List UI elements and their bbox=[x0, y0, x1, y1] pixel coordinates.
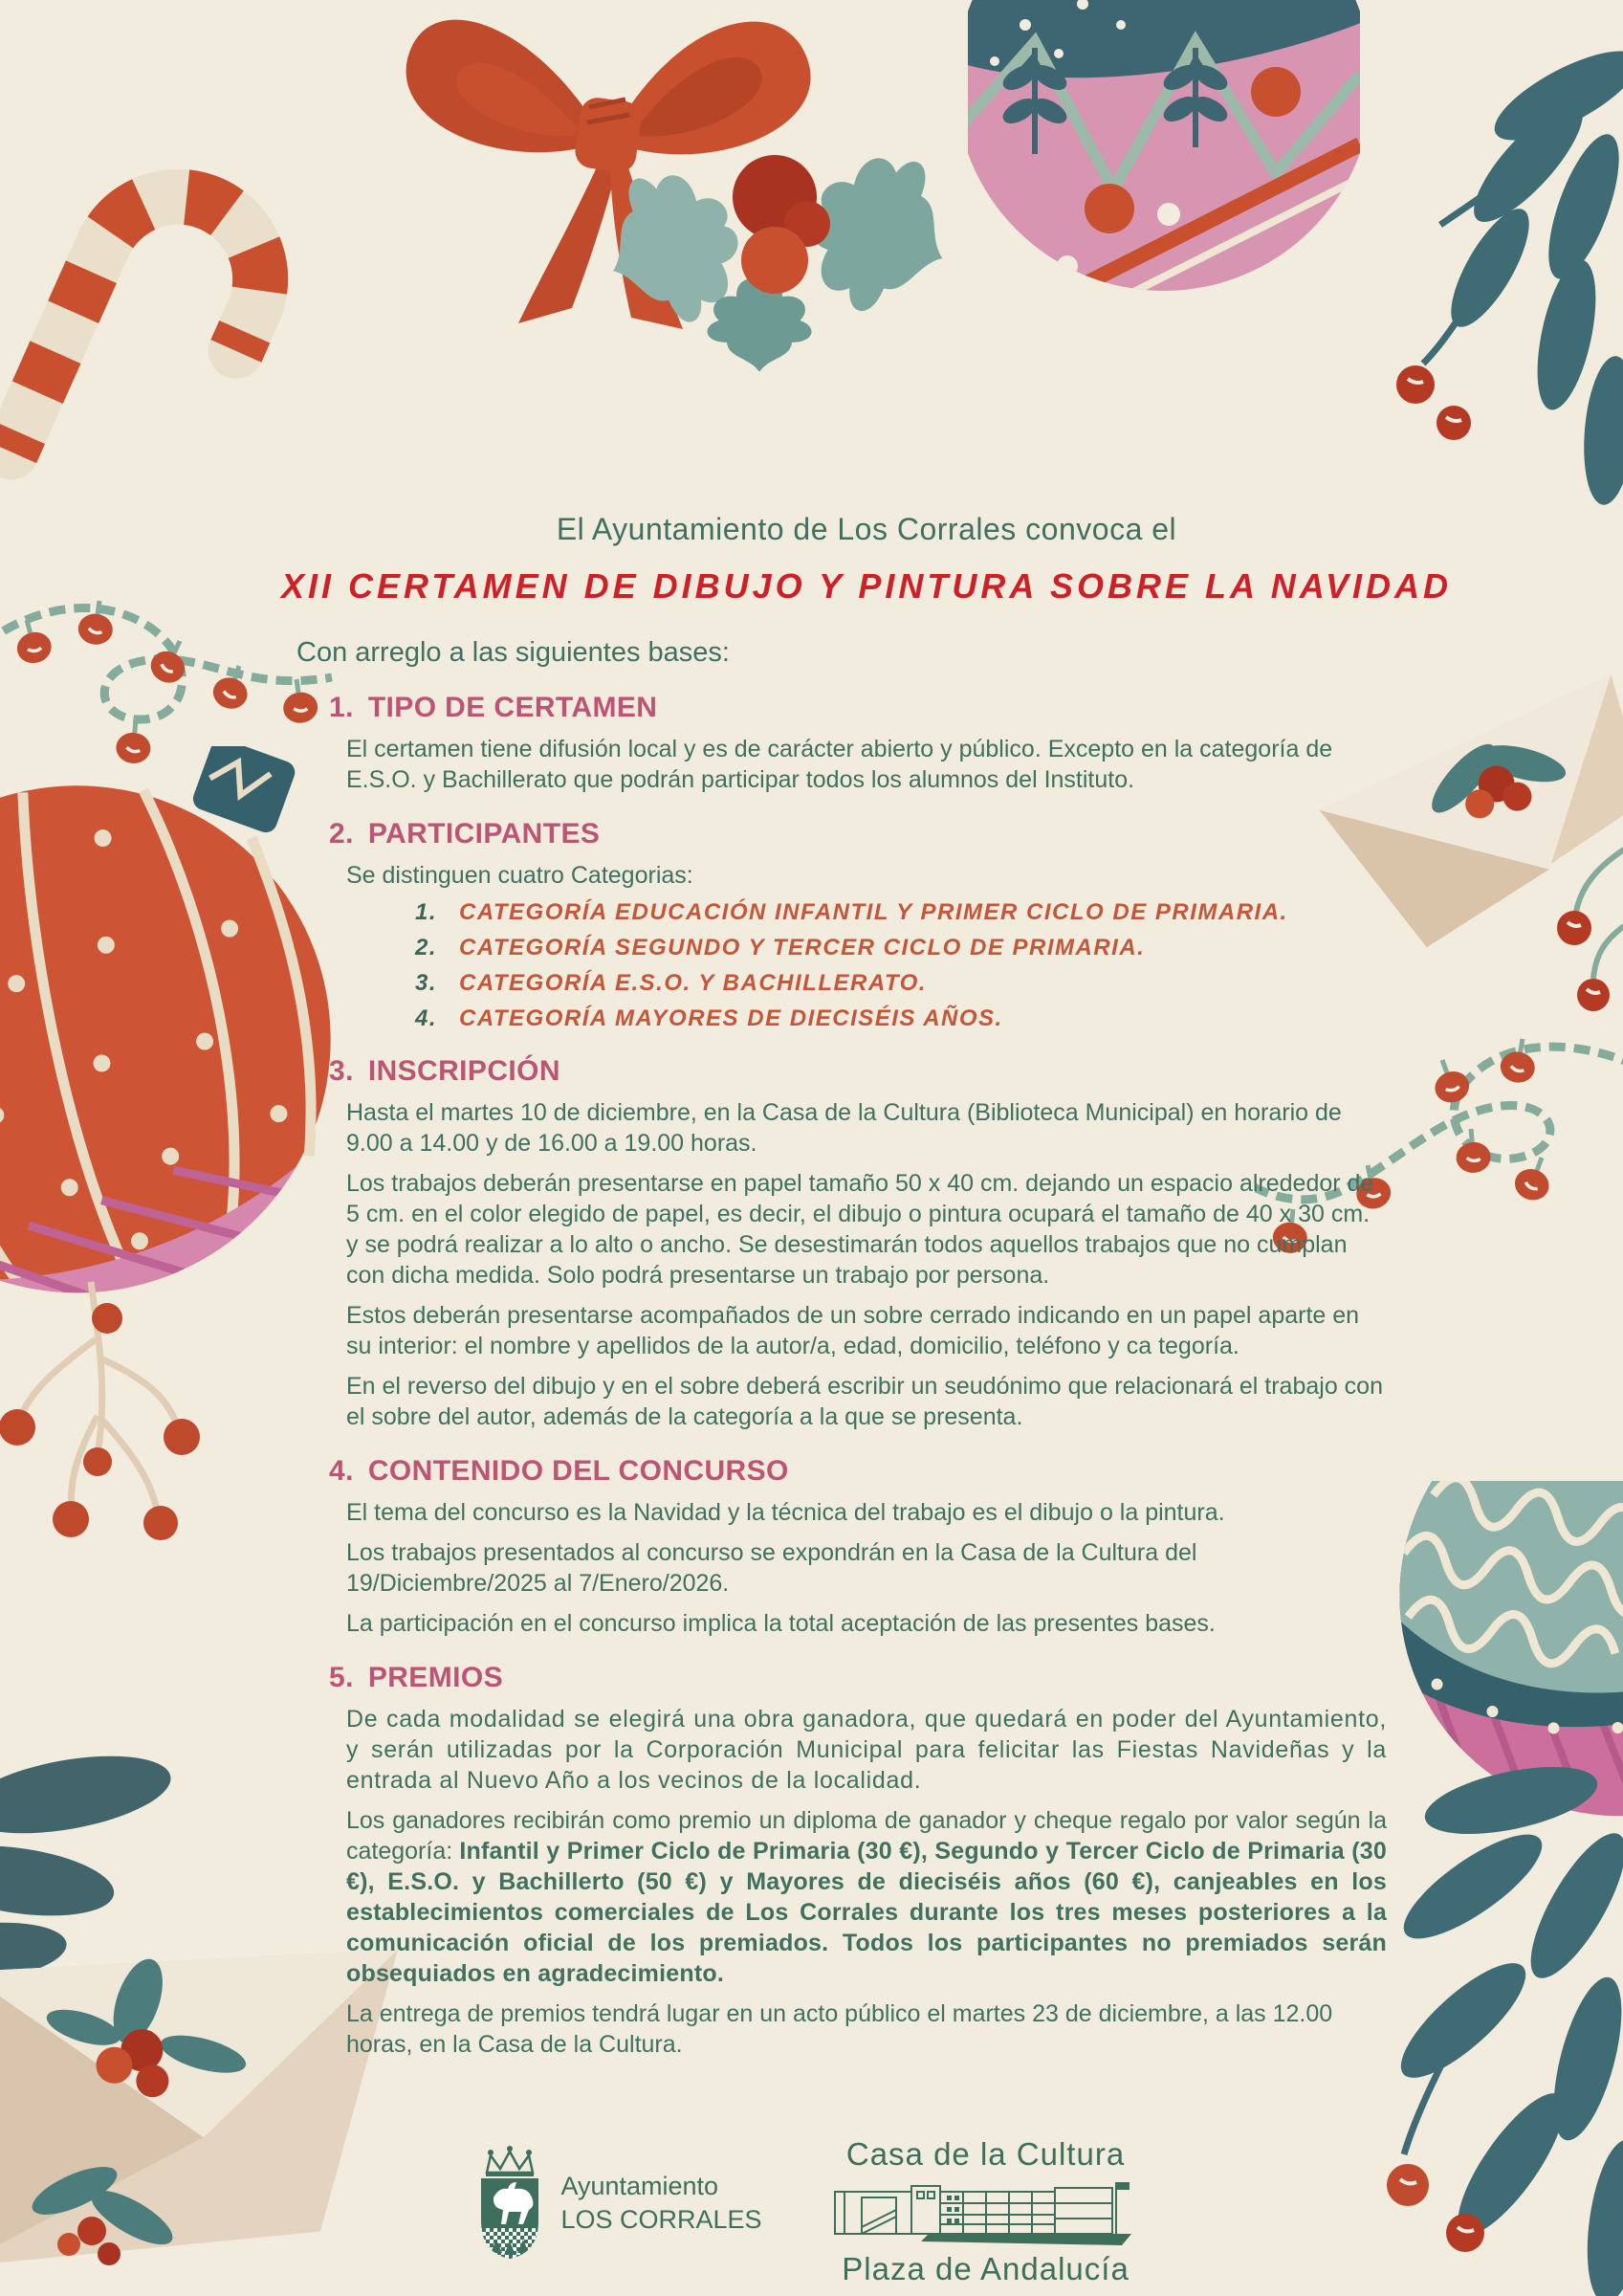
berry bbox=[1437, 406, 1471, 440]
casa-title: Casa de la Cultura bbox=[845, 2136, 1126, 2172]
section-title: PARTICIPANTES bbox=[367, 818, 601, 850]
category-list bbox=[346, 899, 1387, 1032]
paragraph: De cada modalidad se elegirá una obra ganadora, que quedará en poder del Ayuntamiento, y serán utilizadas por la Corporación Municipal para felicitar las Fiestas Navideñas y la entrada al Nuevo Año a los vecinos de la localidad. bbox=[346, 1706, 1387, 1794]
paragraph: Hasta el martes 10 de diciembre, en la Casa de la Cultura (Biblioteca Municipal) en horario de 9.00 a 14.00 y de 16.00 a 19.00 horas. bbox=[346, 1099, 1342, 1157]
plaza-label: Plaza de Andalucía bbox=[842, 2251, 1130, 2286]
section-inscripcion bbox=[329, 1055, 1387, 1432]
paragraph: El certamen tiene difusión local y es de carácter abierto y público. Excepto en la categoría de E.S.O. y Bachillerato que podrán participar todos los alumnos del Instituto. bbox=[346, 736, 1333, 793]
section-heading bbox=[329, 818, 1387, 850]
ayuntamiento-line1: Ayuntamiento bbox=[560, 2171, 719, 2200]
section-heading bbox=[329, 1662, 1387, 1694]
casa-cultura-building-icon bbox=[833, 2178, 1139, 2247]
paragraph: Estos deberán presentarse acompañados de un sobre cerrado indicando en un papel aparte en su interior: el nombre y apellidos de la autor/a, edad, domicilio, teléfono y ca tegoría. bbox=[346, 1302, 1360, 1359]
section-heading bbox=[329, 1055, 1387, 1088]
section-number: 5. bbox=[329, 1662, 354, 1693]
paragraph: Se distinguen cuatro Categorias: bbox=[346, 862, 693, 889]
section-title: CONTENIDO DEL CONCURSO bbox=[367, 1455, 789, 1487]
string-lights-left bbox=[0, 585, 337, 767]
orange-ornament-illustration bbox=[0, 746, 354, 1540]
poster-title: XII CERTAMEN DE DIBUJO Y PINTURA SOBRE LA NAVIDAD bbox=[280, 566, 1453, 606]
pink-ornament-illustration bbox=[968, 0, 1360, 312]
category-item bbox=[415, 899, 1387, 926]
section-premios bbox=[329, 1662, 1387, 2060]
paragraph: La entrega de premios tendrá lugar en un acto público el martes 23 de diciembre, a las 12.00 horas, en la Casa de la Cultura. bbox=[346, 2000, 1333, 2058]
category-text: CATEGORÍA SEGUNDO Y TERCER CICLO DE PRIMARIA. bbox=[459, 935, 1146, 960]
paragraph: El tema del concurso es la Navidad y la técnica del trabajo es el dibujo o la pintura. bbox=[346, 1499, 1225, 1526]
candy-cane-illustration bbox=[0, 67, 395, 588]
paragraph: Los trabajos deberán presentarse en papel tamaño 50 x 40 cm. dejando un espacio alrededor de 5 cm. en el color elegido de papel, es decir, el dibujo o pintura ocupará el tamaño de 40 x 30 cm. y se podrá realizar a lo alto o ancho. Se desestimarán todos aquellos trabajos que no cumplan con dicha medida. Solo podrá presentarse un trabajo por persona. bbox=[346, 1170, 1374, 1289]
holly-berry bbox=[741, 227, 808, 294]
category-text: CATEGORÍA EDUCACIÓN INFANTIL Y PRIMER CICLO DE PRIMARIA. bbox=[459, 899, 1288, 925]
section-heading bbox=[329, 1455, 1387, 1488]
ayuntamiento-logo bbox=[474, 2144, 761, 2263]
section-contenido bbox=[329, 1455, 1387, 1639]
ayuntamiento-line2: LOS CORRALES bbox=[560, 2205, 762, 2234]
section-title: PREMIOS bbox=[367, 1662, 503, 1693]
category-item bbox=[415, 1005, 1387, 1032]
prize-intro: Los ganadores recibirán como premio un diploma de ganador y cheque regalo por valor según la categoría: bbox=[346, 1807, 1387, 1865]
ayuntamiento-label bbox=[560, 2170, 761, 2237]
section-participantes bbox=[329, 818, 1387, 1032]
category-number: 4. bbox=[415, 1005, 438, 1031]
section-heading bbox=[329, 692, 1387, 724]
casa-de-la-cultura-logo bbox=[823, 2136, 1149, 2287]
holly-sprig-illustration bbox=[572, 84, 983, 371]
section-title: INSCRIPCIÓN bbox=[367, 1055, 560, 1087]
crown-icon bbox=[486, 2146, 534, 2176]
section-number: 2. bbox=[329, 818, 354, 850]
fir-foliage-top-right bbox=[1347, 29, 1623, 507]
category-number: 3. bbox=[415, 970, 438, 996]
paragraph-prizes bbox=[346, 1805, 1387, 1989]
category-item bbox=[415, 935, 1387, 961]
paragraph: Los trabajos presentados al concurso se expondrán en la Casa de la Cultura del 19/Diciembre/2025 al 7/Enero/2026. bbox=[346, 1539, 1197, 1597]
section-number: 1. bbox=[329, 692, 354, 723]
footer bbox=[0, 2136, 1623, 2287]
section-number: 4. bbox=[329, 1455, 354, 1487]
section-number: 3. bbox=[329, 1055, 354, 1087]
los-corrales-coat-of-arms-icon bbox=[474, 2144, 545, 2263]
section-title: TIPO DE CERTAMEN bbox=[367, 692, 658, 723]
category-item bbox=[415, 970, 1387, 997]
intro-line: El Ayuntamiento de Los Corrales convoca el bbox=[556, 512, 1177, 546]
paragraph: En el reverso del dibujo y en el sobre deberá escribir un seudónimo que relacionará el trabajo con el sobre del autor, además de la categoría a la que se presenta. bbox=[346, 1373, 1383, 1430]
prize-amounts: Infantil y Primer Ciclo de Primaria (30 €), Segundo y Tercer Ciclo de Primaria (30 €), E.S.O. y Bachillerto (50 €) y Mayores de dieciséis años (60 €), canjeables en los establecimientos comerciales de Los Corrales durante los tres meses posteriores a la comunicación oficial de los premiados. Todos los participantes no premiados serán obsequiados en agradecimiento. bbox=[346, 1838, 1387, 1987]
poster-content bbox=[280, 512, 1453, 2060]
category-text: CATEGORÍA E.S.O. Y BACHILLERATO. bbox=[459, 970, 927, 996]
berry bbox=[1396, 365, 1435, 404]
section-tipo-de-certamen bbox=[329, 692, 1387, 795]
bases-intro: Con arreglo a las siguientes bases: bbox=[296, 637, 730, 668]
category-number: 1. bbox=[415, 899, 438, 925]
category-text: CATEGORÍA MAYORES DE DIECISÉIS AÑOS. bbox=[459, 1005, 1003, 1031]
paragraph: La participación en el concurso implica la total aceptación de las presentes bases. bbox=[346, 1610, 1216, 1637]
category-number: 2. bbox=[415, 935, 438, 960]
